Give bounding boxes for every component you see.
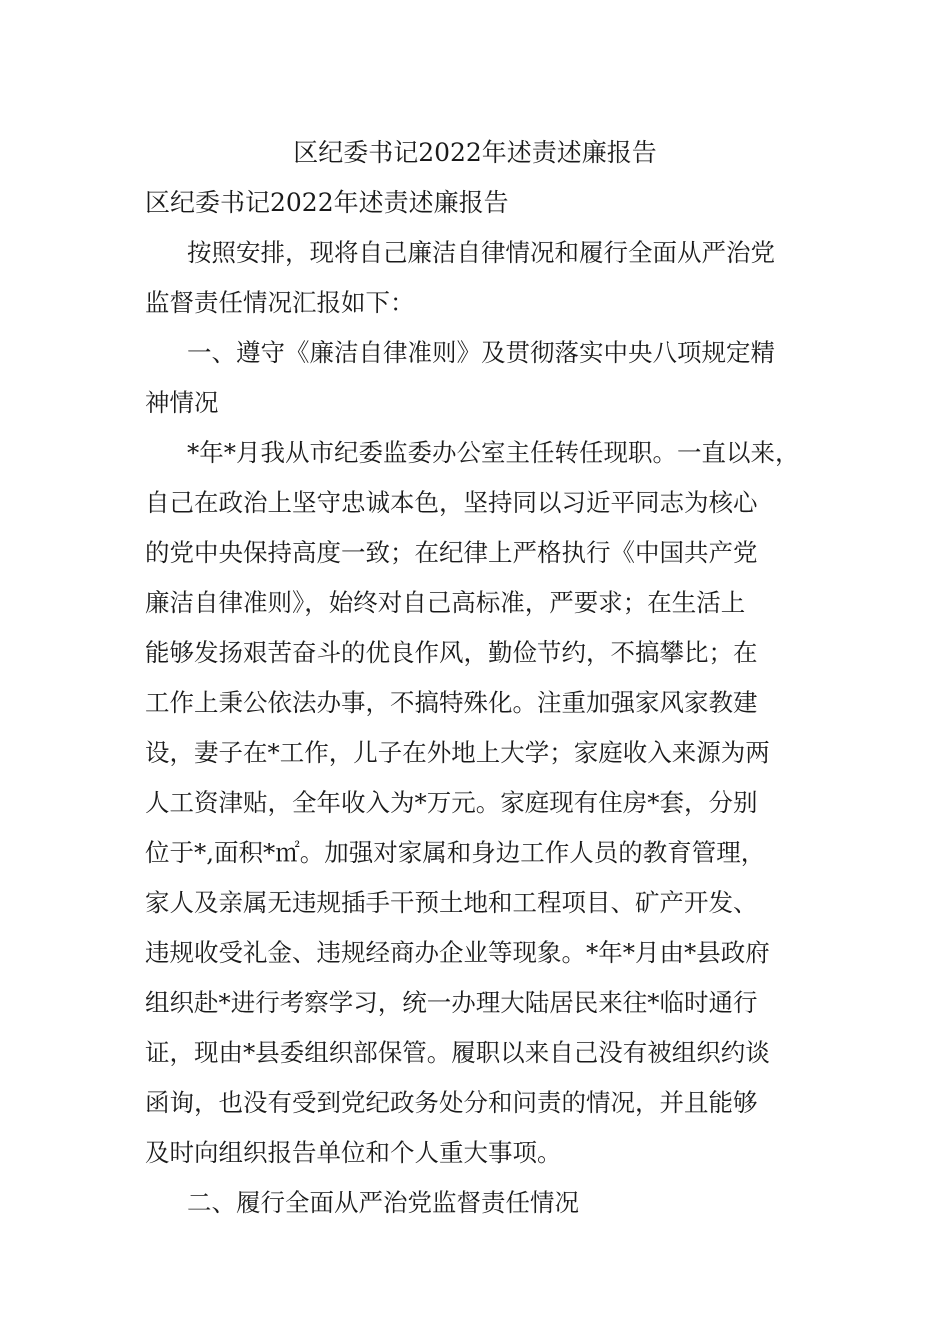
document-subtitle: 区纪委书记2022年述责述廉报告 (145, 188, 509, 217)
text-line: 函询，也没有受到党纪政务处分和问责的情况，并且能够 (145, 1088, 758, 1117)
paragraph-lines (145, 228, 817, 1228)
text-line: 设，妻子在*工作，儿子在外地上大学；家庭收入来源为两 (145, 738, 770, 767)
text-line: 工作上秉公依法办事，不搞特殊化。注重加强家风家教建 (145, 688, 758, 717)
text-line: 证，现由*县委组织部保管。履职以来自己没有被组织约谈 (145, 1038, 770, 1067)
text-line: 能够发扬艰苦奋斗的优良作风，勤俭节约，不搞攀比；在 (145, 638, 758, 667)
text-line: 家人及亲属无违规插手干预土地和工程项目、矿产开发、 (145, 888, 758, 917)
document-body (145, 178, 817, 1228)
text-line: 组织赴*进行考察学习，统一办理大陆居民来往*临时通行 (145, 988, 758, 1017)
text-line: 人工资津贴，全年收入为*万元。家庭现有住房*套，分别 (145, 788, 758, 817)
text-line: 位于*,面积*㎡。加强对家属和身边工作人员的教育管理， (145, 838, 766, 867)
text-line: 廉洁自律准则》，始终对自己高标准，严要求；在生活上 (145, 588, 746, 617)
text-line: 二、履行全面从严治党监督责任情况 (187, 1188, 579, 1217)
text-line: *年*月我从市纪委监委办公室主任转任现职。一直以来， (187, 438, 800, 467)
text-line: 监督责任情况汇报如下： (145, 288, 415, 317)
text-line: 自己在政治上坚守忠诚本色，坚持同以习近平同志为核心 (145, 488, 758, 517)
document-title: 区纪委书记2022年述责述廉报告 (293, 138, 657, 167)
text-line: 神情况 (145, 388, 219, 417)
text-line: 的党中央保持高度一致；在纪律上严格执行《中国共产党 (145, 538, 758, 567)
text-line: 一、遵守《廉洁自律准则》及贯彻落实中央八项规定精 (187, 338, 775, 367)
text-line: 及时向组织报告单位和个人重大事项。 (145, 1138, 562, 1167)
text-line: 违规收受礼金、违规经商办企业等现象。*年*月由*县政府 (145, 938, 770, 967)
text-line: 按照安排，现将自己廉洁自律情况和履行全面从严治党 (187, 238, 775, 267)
